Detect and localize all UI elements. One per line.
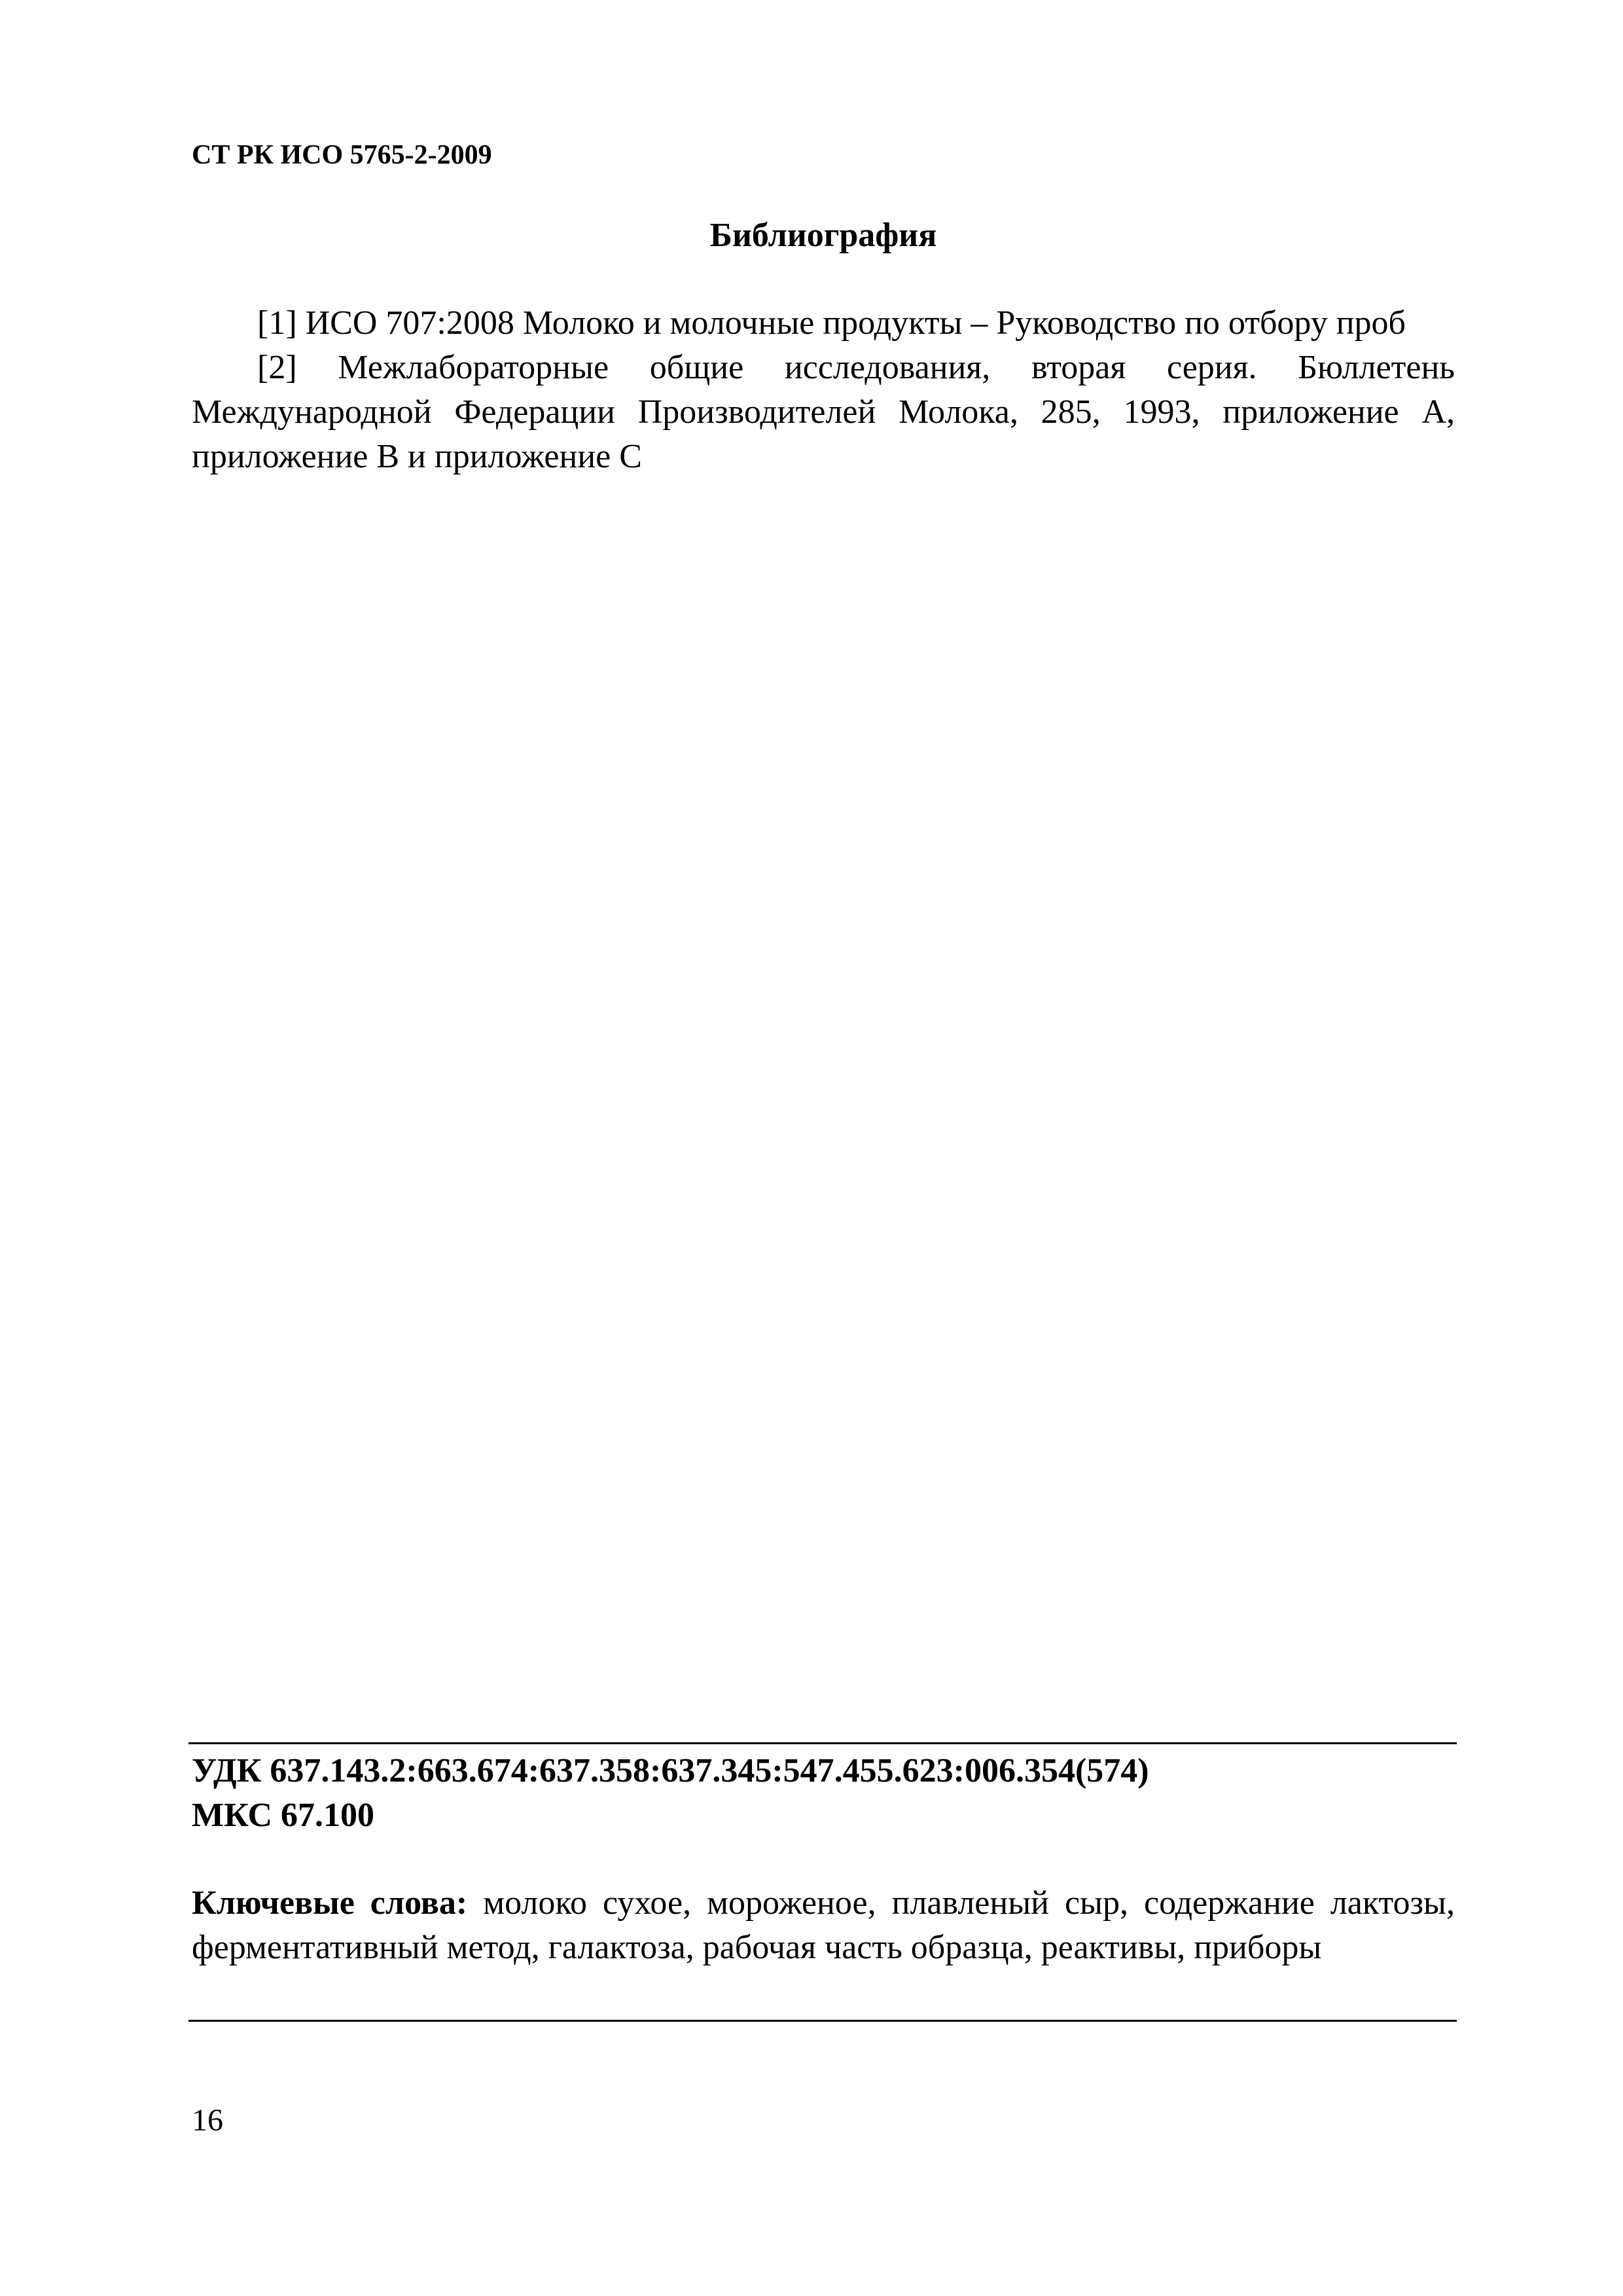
udk-code: УДК 637.143.2:663.674:637.358:637.345:547.455.623:006.354(574) <box>192 1752 1149 1789</box>
document-code: СТ РК ИСО 5765-2-2009 <box>192 140 492 170</box>
bibliography-entry: [2] Межлабораторные общие исследования, вторая серия. Бюллетень Международной Федерации Производителей Молока, 285, 1993, приложение А, приложение В и приложение С <box>192 349 1455 475</box>
divider-top <box>188 1742 1457 1744</box>
bibliography-entry: [1] ИСО 707:2008 Молоко и молочные продукты – Руководство по отбору проб <box>257 304 1406 342</box>
divider-bottom <box>188 2020 1457 2022</box>
mks-code: МКС 67.100 <box>192 1797 375 1834</box>
keywords-text: молоко сухое, мороженое, плавленый сыр, содержание лактозы, ферментативный метод, галактоза, рабочая часть образца, реактивы, приборы <box>192 1884 1455 1966</box>
keywords-paragraph <box>192 1881 1455 1970</box>
section-title: Библиография <box>709 217 937 254</box>
keywords-label: Ключевые слова: <box>192 1884 468 1922</box>
bibliography-list <box>192 301 1455 479</box>
classification-block <box>192 1749 1455 1838</box>
page-number: 16 <box>192 2103 223 2138</box>
